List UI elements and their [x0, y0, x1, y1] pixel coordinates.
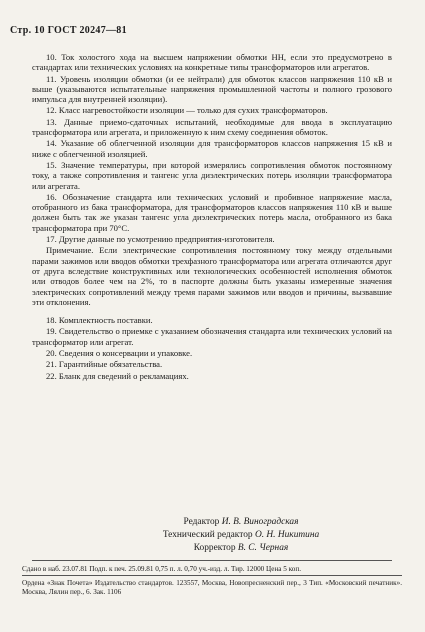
paragraph: 20. Сведения о консервации и упаковке. — [46, 348, 193, 359]
paragraph: 14. Указание об облегченной изоляции для трансформаторов классов напряжения 15 кВ и ниже с облегченной изоляцией. — [32, 138, 392, 159]
paragraph: 22. Бланк для сведений о рекламациях. — [46, 370, 189, 381]
paragraph: 12. Класс нагревостойкости изоляции — только для сухих трансформаторов. — [46, 105, 328, 116]
editor-name: И. В. Виноградская — [221, 517, 299, 527]
paragraph: 17. Другие данные по усмотрению предприятия-изготовителя. — [46, 234, 275, 245]
credits-block — [96, 516, 386, 555]
divider-top — [32, 560, 392, 561]
paragraph: 15. Значение температуры, при которой измерялись сопротивления обмоток постоянному току, а также сопротивления и тангенс угла диэлектрических потерь изоляции трансформатора или агрегата. — [32, 159, 392, 191]
tech-editor-name: О. Н. Никитина — [254, 530, 320, 540]
tech-editor-role: Технический редактор — [162, 530, 253, 540]
spacer — [32, 308, 392, 315]
corrector-name: В. С. Черная — [237, 543, 289, 553]
corrector-role: Корректор — [193, 543, 236, 553]
page-header: Стр. 10 ГОСТ 20247—81 — [10, 25, 127, 36]
printer-info: Ордена «Знак Почета» Издательство стандартов. 123557, Москва, Новопресненский пер., 3 Тип. «Московский печатник». Москва, Лялин пер., 6. Зак. 1106 — [22, 579, 402, 596]
editor-role: Редактор — [183, 517, 220, 527]
items-block-1 — [32, 52, 392, 307]
paragraph: 16. Обозначение стандарта или технических условий и пробивное напряжение масла, отобранного из бака трансформатора, для трансформаторов классов напряжения 110 кВ и выше должен быть так же указан тангенс угла диэлектрических потерь масла, отобранного из бака трансформатора при 70°С. — [32, 191, 392, 233]
paragraph: 10. Ток холостого хода на высшем напряжении обмотки НН, если это предусмотрено в стандартах или технических условиях на конкретные типы трансформаторов или агрегатов. — [32, 52, 392, 73]
paragraph: 11. Уровень изоляции обмотки (и ее нейтрали) для обмоток классов напряжения 110 кВ и выше (указываются испытательные напряжения промышленной частоты и полного грозового импульса для внутренней изоляции). — [32, 73, 392, 105]
divider-bottom — [22, 575, 402, 576]
paragraph: 13. Данные приемо-сдаточных испытаний, необходимые для ввода в эксплуатацию трансформатора или агрегата, и приложенную к ним схему соединения обмоток. — [32, 116, 392, 138]
items-block-2 — [32, 315, 392, 381]
document-body — [32, 52, 392, 382]
paragraph: Примечание. Если электрические сопротивления постоянному току между отдельными парами зажимов или вводов обмотки трехфазного трансформатора или агрегата отличаются друг от друга вследствие конструктивных или технологических особенностей исполнения обмоток или отводов более чем на 2%, то в паспорте должны быть указаны измеренные значения электрических сопротивлений между тремя парами зажимов или вводов и причины, вызвавшие эти отклонения. — [32, 245, 392, 307]
paragraph: 18. Комплектность поставки. — [46, 315, 153, 326]
tech-editor-line — [96, 529, 386, 542]
imprint-line: Сдано в наб. 23.07.81 Подп. к печ. 25.09.81 0,75 п. л. 0,70 уч.-изд. л. Тир. 12000 Цена 5 коп. — [22, 565, 302, 573]
corrector-line — [96, 542, 386, 555]
editor-line — [96, 516, 386, 529]
paragraph: 19. Свидетельство о приемке с указанием обозначения стандарта или технических условий на трансформатор или агрегат. — [32, 326, 392, 347]
paragraph: 21. Гарантийные обязательства. — [46, 359, 163, 370]
